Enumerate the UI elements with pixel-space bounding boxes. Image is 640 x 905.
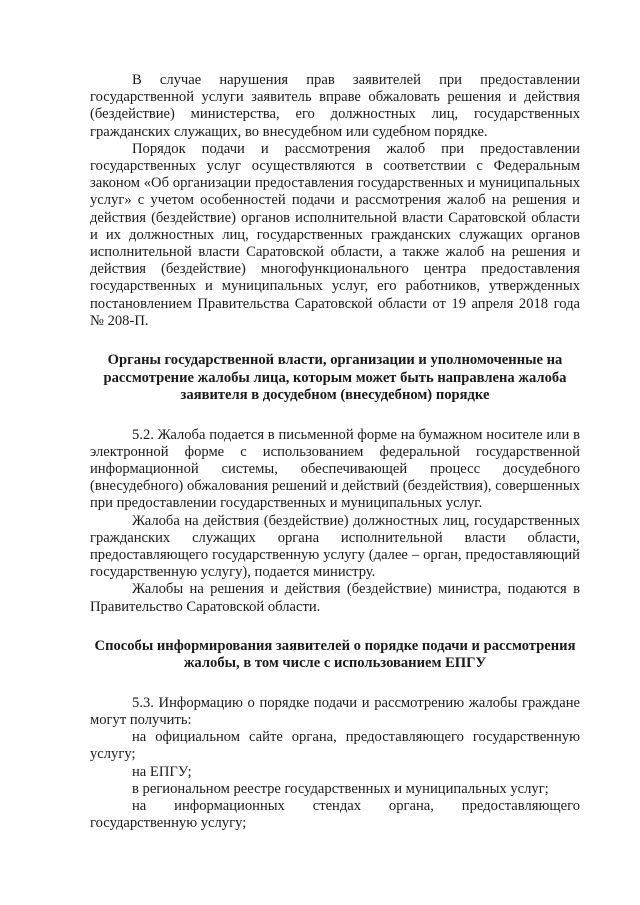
paragraph-complaint-officials: Жалоба на действия (бездействие) должностных лиц, государственных гражданских служащих органа исполнительной власти области, предоставляющего государственную услугу (далее – орган, предоставляющий государственную услугу), подается министру. xyxy=(90,512,580,581)
section-heading-authorities: Органы государственной власти, организации и уполномоченные на рассмотрение жалобы лица, которым может быть направлена жалоба заявителя в досудебном (внесудебном) порядке xyxy=(103,352,567,404)
paragraph-5-2: 5.2. Жалоба подается в письменной форме на бумажном носителе или в электронной форме с использованием федеральной государственной информационной системы, обеспечивающей процесс досудебного (внесудебного) обжалования решений и действий (бездействия), совершенных при предоставлении государственных и муниципальных услуг. xyxy=(90,426,580,512)
list-item-regional-registry: в региональном реестре государственных и муниципальных услуг; xyxy=(132,780,549,797)
paragraph-appeal-right: В случае нарушения прав заявителей при предоставлении государственной услуги заявитель вправе обжаловать решения и действия (бездействие) министерства, его должностных лиц, государственных гражданских служащих, во внесудебном или судебном порядке. xyxy=(90,72,580,140)
paragraph-appeal-procedure: Порядок подачи и рассмотрения жалоб при предоставлении государственных услуг осуществляются в соответствии с Федеральным законом «Об организации предоставления государственных и муниципальных услуг» с учетом особенностей подачи и рассмотрения жалоб на решения и действия (бездействие) органов исполнительной власти Саратовской области и их должностных лиц, государственных гражданских служащих органов исполнительной власти Саратовской области, а также жалоб на решения и действия (бездействие) многофункционального центра предоставления государственных и муниципальных услуг, его работников, утвержденных постановлением Правительства Саратовской области от 19 апреля 2018 года № 208-П. xyxy=(90,140,580,329)
paragraph-complaint-minister: Жалобы на решения и действия (бездействие) министра, подаются в Правительство Саратовской области. xyxy=(90,581,580,615)
section-heading-informing: Способы информирования заявителей о порядке подачи и рассмотрения жалобы, в том числе с использованием ЕПГУ xyxy=(94,637,576,672)
list-item-epgu: на ЕПГУ; xyxy=(132,763,192,780)
paragraph-5-3: 5.3. Информацию о порядке подачи и рассмотрению жалобы граждане могут получить: xyxy=(90,694,580,728)
list-item-info-stands: на информационных стендах органа, предоставляющего государственную услугу; xyxy=(90,798,580,832)
document-page xyxy=(90,72,580,832)
list-item-official-site: на официальном сайте органа, предоставляющего государственную услугу; xyxy=(90,729,580,763)
